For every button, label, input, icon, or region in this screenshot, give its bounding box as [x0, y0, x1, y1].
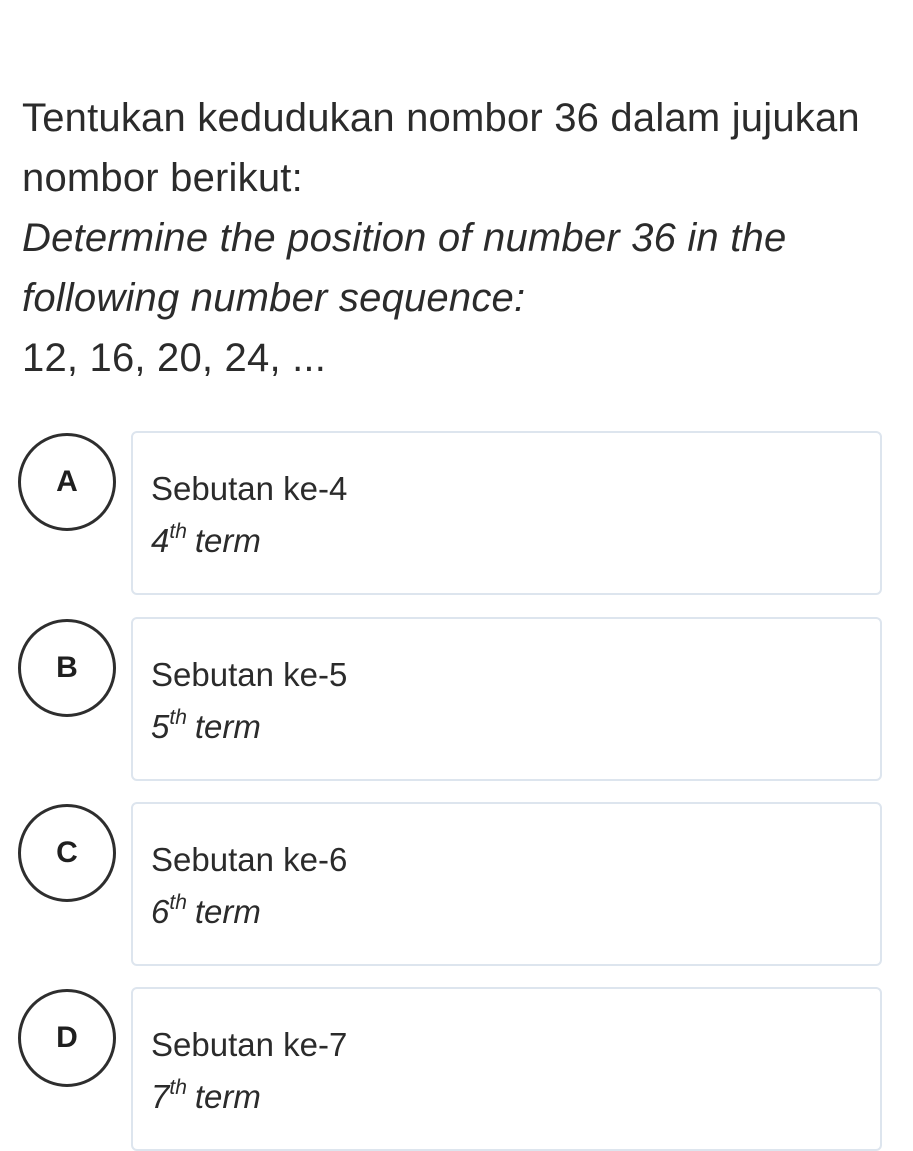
- question-english-line-1: Determine the position of number 36 in the: [22, 216, 787, 260]
- answer-option-b[interactable]: [18, 617, 882, 781]
- ordinal-number: 4: [151, 522, 170, 559]
- question-block: [22, 88, 907, 388]
- ordinal-suffix: th: [169, 1076, 187, 1099]
- answer-option-d[interactable]: [18, 987, 882, 1151]
- term-word: term: [194, 522, 261, 559]
- option-letter-badge[interactable]: A: [18, 433, 116, 531]
- option-letter-badge[interactable]: D: [18, 989, 116, 1087]
- option-malay-label: Sebutan ke-7: [151, 1026, 348, 1063]
- option-malay-label: Sebutan ke-6: [151, 841, 348, 878]
- option-malay-label: Sebutan ke-5: [151, 656, 348, 693]
- option-malay-label: Sebutan ke-4: [151, 470, 348, 507]
- ordinal-number: 6: [151, 893, 170, 930]
- option-text: [151, 653, 347, 749]
- ordinal-suffix: th: [169, 706, 187, 729]
- question-malay-line-1: Tentukan kedudukan nombor 36 dalam jujukan: [22, 96, 860, 140]
- answer-option-a[interactable]: [18, 431, 882, 595]
- option-text: [151, 1023, 347, 1119]
- option-text: [151, 467, 347, 563]
- option-letter-badge[interactable]: C: [18, 804, 116, 902]
- option-english-label: [151, 1075, 347, 1119]
- ordinal-number: 7: [151, 1078, 170, 1115]
- question-malay-line-2: nombor berikut:: [22, 156, 303, 200]
- option-english-label: [151, 890, 347, 934]
- option-english-label: [151, 705, 347, 749]
- ordinal-number: 5: [151, 708, 170, 745]
- answer-option-c[interactable]: [18, 802, 882, 966]
- ordinal-suffix: th: [169, 520, 187, 543]
- number-sequence: 12, 16, 20, 24, ...: [22, 336, 327, 380]
- ordinal-suffix: th: [169, 891, 187, 914]
- question-english-line-2: following number sequence:: [22, 276, 526, 320]
- term-word: term: [194, 893, 261, 930]
- term-word: term: [194, 1078, 261, 1115]
- term-word: term: [194, 708, 261, 745]
- option-text: [151, 838, 347, 934]
- option-english-label: [151, 519, 347, 563]
- option-letter-badge[interactable]: B: [18, 619, 116, 717]
